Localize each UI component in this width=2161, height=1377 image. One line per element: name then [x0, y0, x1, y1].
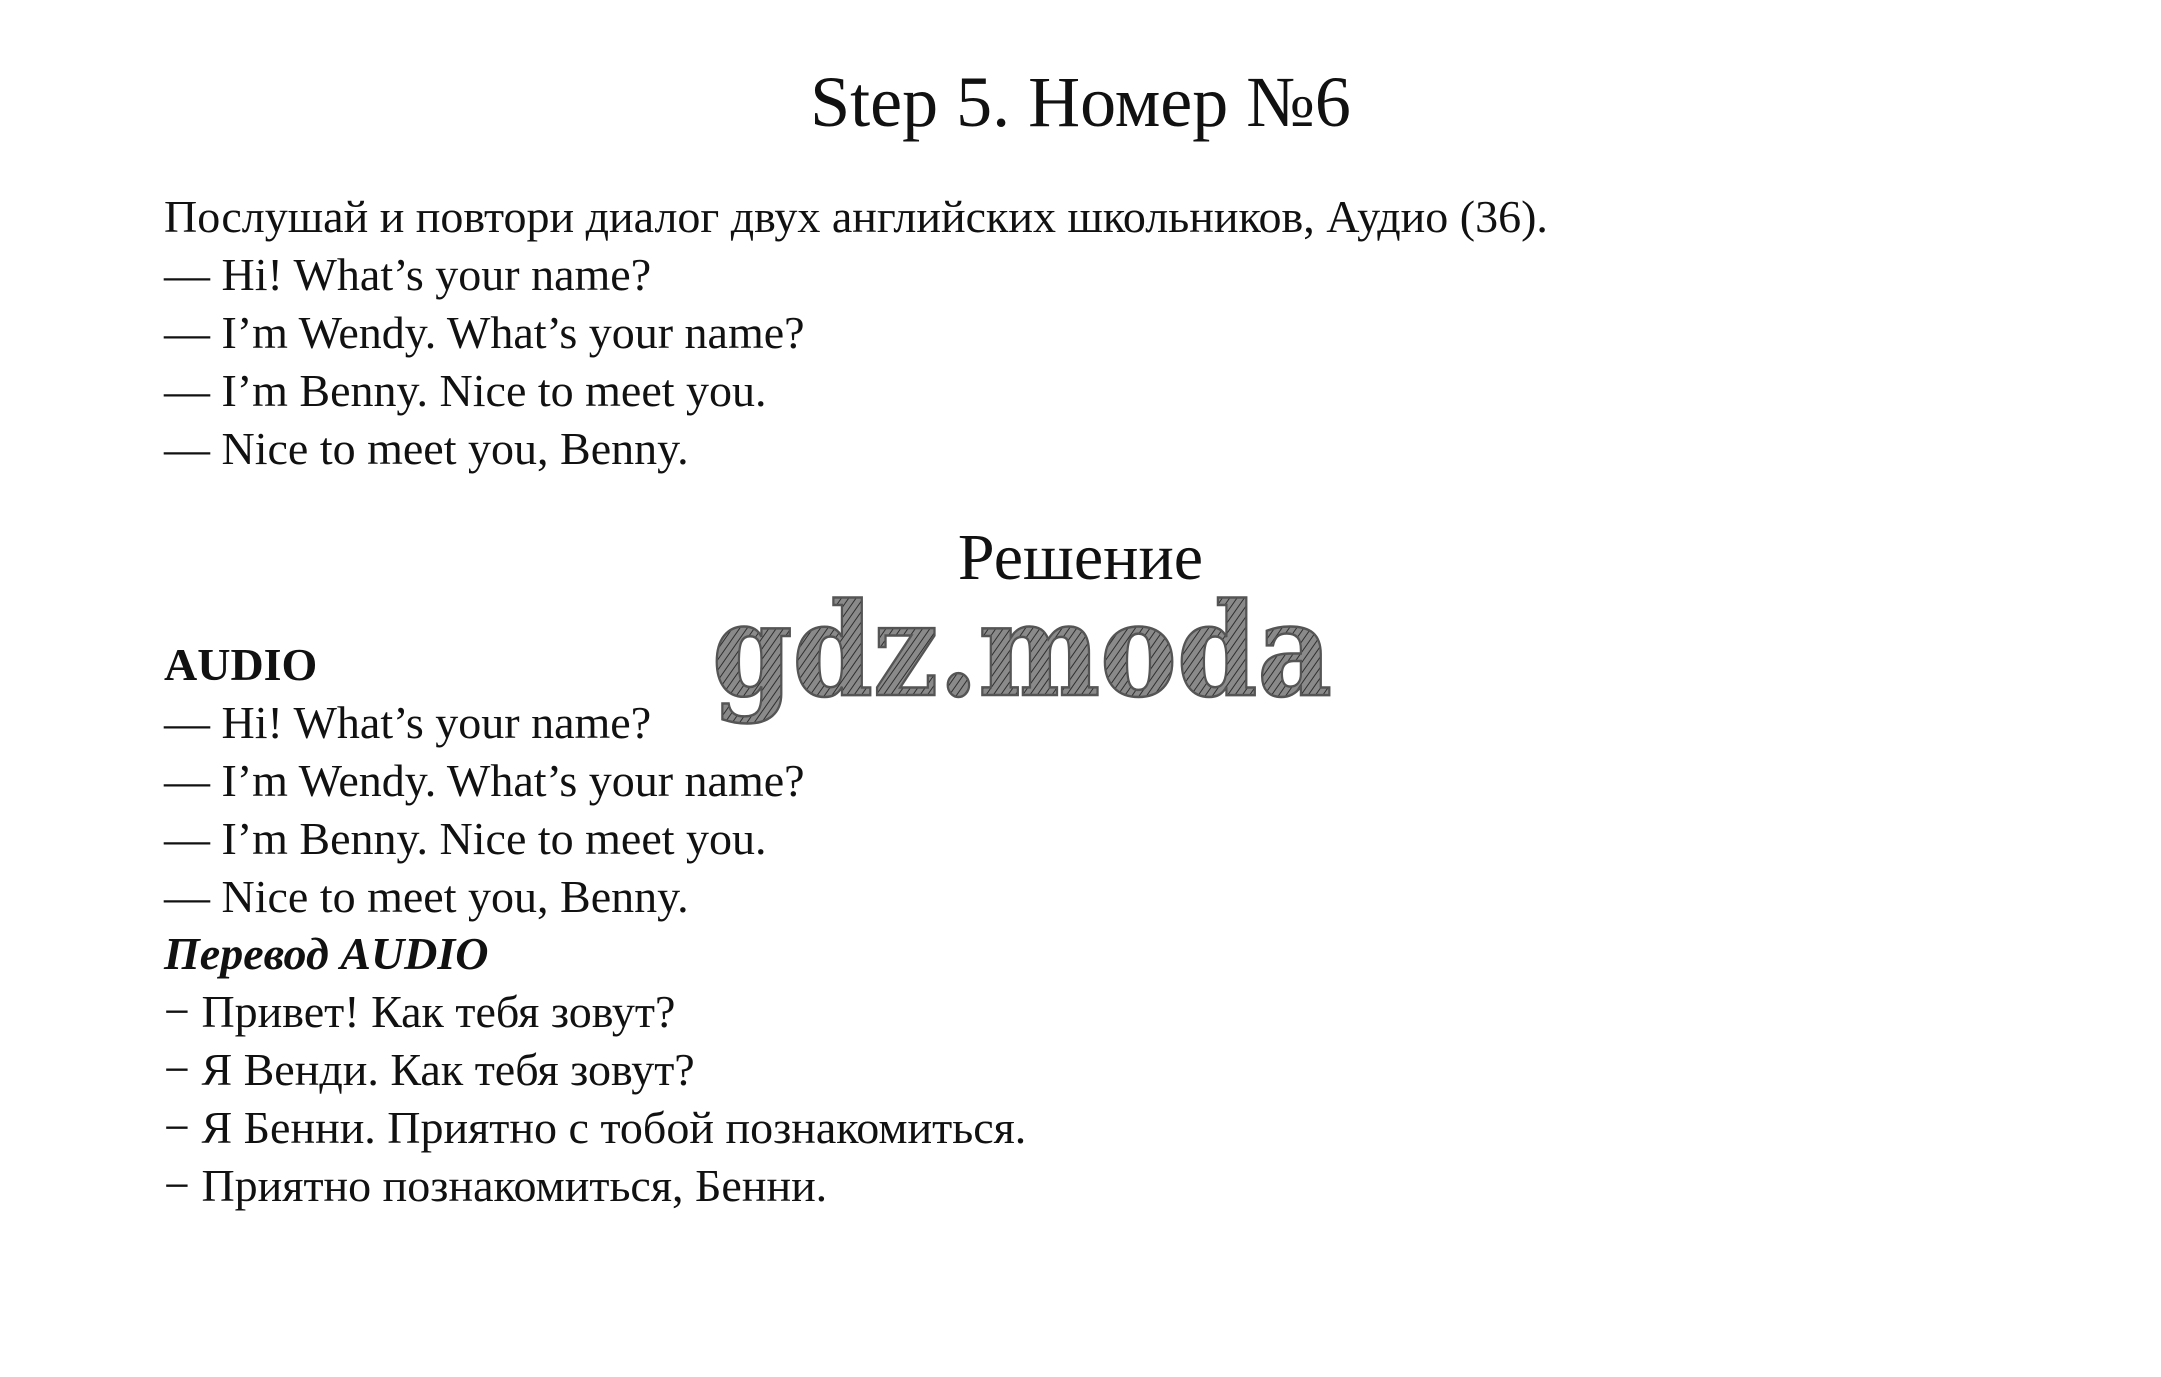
translation-line: − Приятно познакомиться, Бенни. [164, 1160, 828, 1211]
audio-dialogue-line: — I’m Wendy. What’s your name? [164, 755, 805, 806]
task-section [164, 188, 1548, 478]
translation-heading: Перевод AUDIO [164, 928, 489, 979]
audio-dialogue-line: — Hi! What’s your name? [164, 697, 652, 748]
translation-line: − Привет! Как тебя зовут? [164, 986, 676, 1037]
dialogue-line: — Hi! What’s your name? [164, 249, 652, 300]
audio-heading: AUDIO [164, 639, 318, 690]
dialogue-line: — I’m Wendy. What’s your name? [164, 307, 805, 358]
watermark-logo [700, 590, 1350, 730]
page-title: Step 5. Номер №6 [810, 62, 1351, 142]
task-instruction: Послушай и повтори диалог двух английских школьников, Аудио (36). [164, 191, 1548, 242]
translation-section [164, 925, 1026, 1215]
watermark-text: gdz.moda [712, 590, 1332, 726]
translation-line: − Я Венди. Как тебя зовут? [164, 1044, 695, 1095]
audio-dialogue-line: — Nice to meet you, Benny. [164, 871, 689, 922]
dialogue-line: — I’m Benny. Nice to meet you. [164, 365, 767, 416]
dialogue-line: — Nice to meet you, Benny. [164, 423, 689, 474]
translation-line: − Я Бенни. Приятно с тобой познакомиться. [164, 1102, 1027, 1153]
audio-dialogue-line: — I’m Benny. Nice to meet you. [164, 813, 767, 864]
solution-heading: Решение [957, 521, 1204, 594]
